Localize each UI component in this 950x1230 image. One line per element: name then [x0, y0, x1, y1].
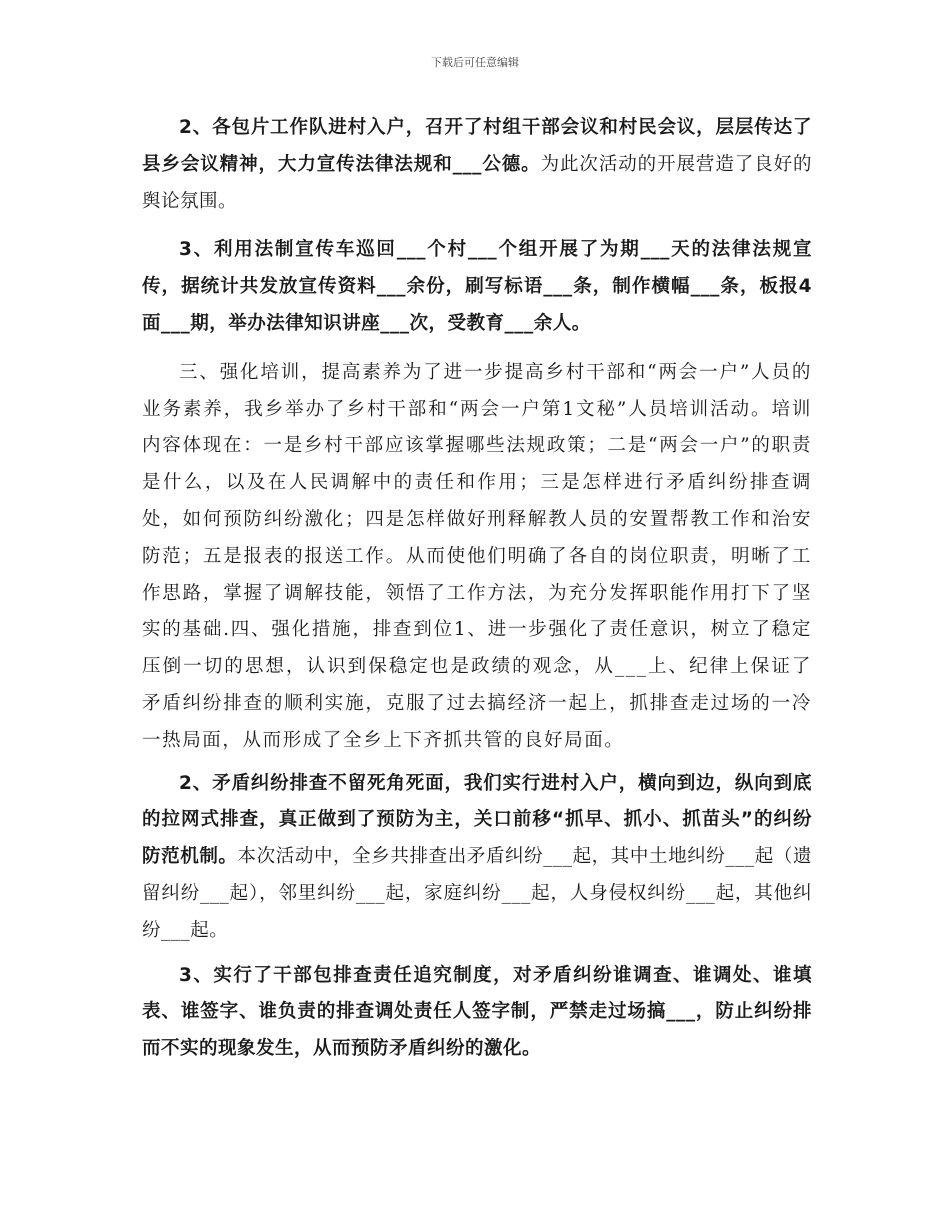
page-header: 下载后可任意编辑 [431, 56, 519, 69]
paragraph-bold-text: 3、实行了干部包排查责任追究制度，对矛盾纠纷谁调查、谁调处、谁填表、谁签字、谁负责的排查调处责任人签字制，严禁走过场搞___，防止纠纷排而不实的现象发生，从而预防矛盾纠纷的激化。 [142, 964, 812, 1060]
paragraph-bold-text: 3、利用法制宣传车巡回___个村___个组开展了为期___天的法律法规宣传，据统计共发放宣传资料___余份，刷写标语___条，制作横幅___条，板报4面___期，举办法律知识讲座___次，受教育___余人。 [142, 239, 812, 334]
paragraph-accountability-system [142, 958, 812, 1068]
paragraph-normal-text: 为此次活动的开展营造了良好的舆论氛围。 [142, 153, 812, 212]
paragraph-normal-text: 三、强化培训，提高素养为了进一步提高乡村干部和“两会一户”人员的业务素养，我乡举办了乡村干部和“两会一户第1文秘”人员培训活动。培训内容体现在：一是乡村干部应该掌握哪些法规政策；二是“两会一户”的职责是什么，以及在人民调解中的责任和作用；三是怎样进行矛盾纠纷排查调处，如何预防纠纷激化；四是怎样做好刑释解教人员的安置帮教工作和治安防范；五是报表的报送工作。从而使他们明确了各自的岗位职责，明晰了工作思路，掌握了调解技能，领悟了工作方法，为充分发挥职能作用打下了坚实的基础.四、强化措施，排查到位1、进一步强化了责任意识，树立了稳定压倒一切的思想，认识到保稳定也是政绩的观念，从___上、纪律上保证了矛盾纠纷排查的顺利实施，克服了过去搞经济一起上，抓排查走过场的一冷一热局面，从而形成了全乡上下齐抓共管的良好局面。 [142, 361, 812, 751]
paragraph-publicity-meetings [142, 110, 812, 220]
document-body [142, 110, 812, 1080]
paragraph-bold-text: 2、各包片工作队进村入户，召开了村组干部会议和村民会议，层层传达了县乡会议精神，大力宣传法律法规和___公德。 [142, 117, 812, 175]
paragraph-bold-text: 2、矛盾纠纷排查不留死角死面，我们实行进村入户，横向到边，纵向到底的拉网式排查，真正做到了预防为主，关口前移“抓早、抓小、抓苗头”的纠纷防范机制。 [142, 772, 812, 868]
paragraph-dispute-screening [142, 766, 812, 950]
paragraph-legal-publicity-stats [142, 232, 812, 342]
paragraph-normal-text: 本次活动中，全乡共排查出矛盾纠纷___起，其中土地纠纷___起（遗留纠纷___起），邻里纠纷___起，家庭纠纷___起，人身侵权纠纷___起，其他纠纷___起。 [142, 846, 812, 941]
paragraph-training-and-measures [142, 355, 812, 760]
